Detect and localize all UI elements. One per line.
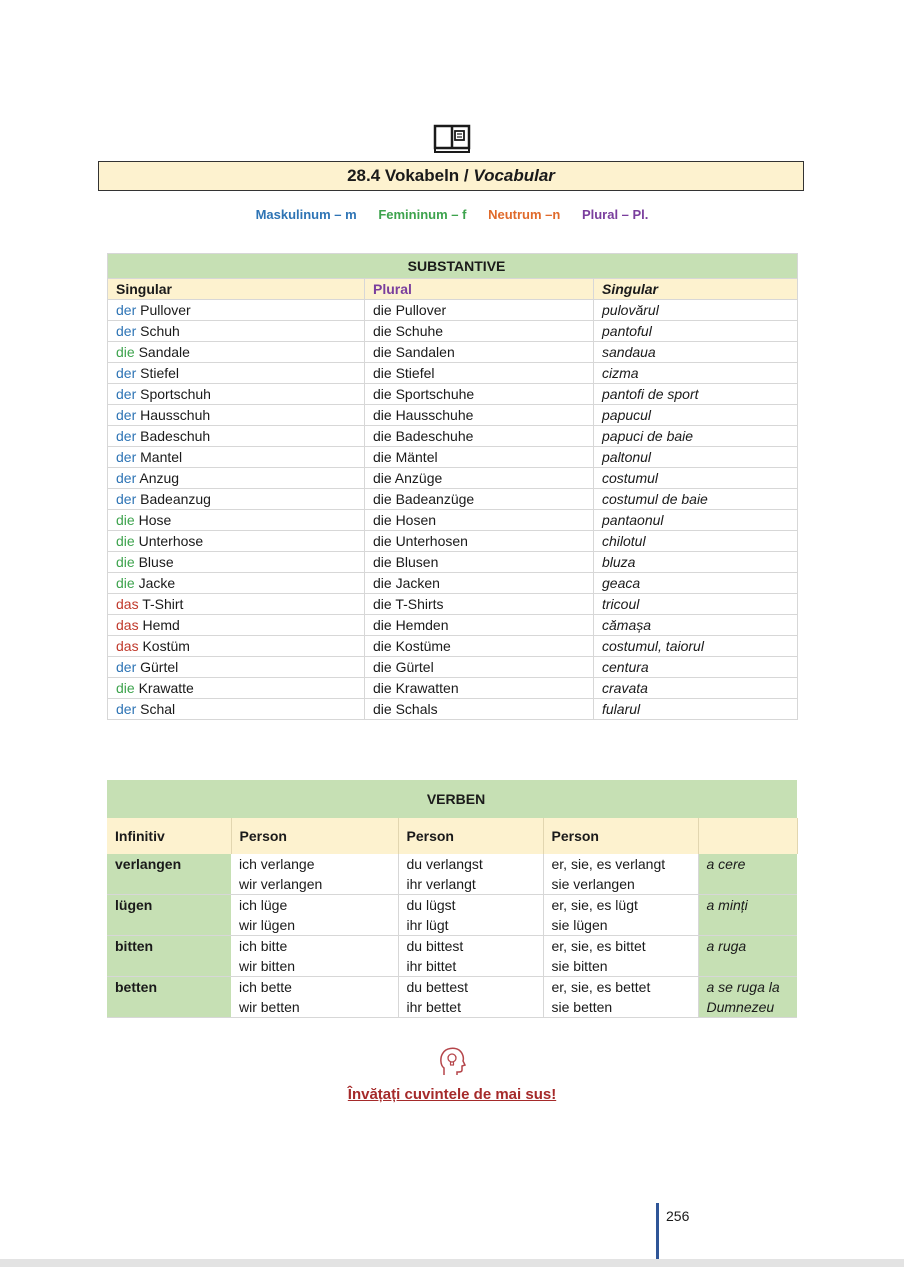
noun-word: Hose	[138, 512, 172, 528]
verb-person-1-line: wir bitten	[239, 958, 296, 974]
verb-infinitive-line: verlangen	[115, 856, 182, 872]
column-translation: Singular	[594, 279, 798, 300]
verb-infinitive-line: lügen	[115, 897, 153, 913]
noun-word: Bluse	[138, 554, 174, 570]
noun-article: die	[116, 344, 135, 360]
noun-translation: papuci de baie	[594, 426, 798, 447]
noun-translation: chilotul	[594, 531, 798, 552]
verb-person-1-line: ich bitte	[239, 938, 288, 954]
noun-word: Badeschuh	[140, 428, 211, 444]
verb-person-1-line: wir verlangen	[239, 876, 323, 892]
legend-feminine: Femininum – f	[378, 207, 467, 222]
noun-article: der	[116, 302, 137, 318]
noun-translation: cămașa	[594, 615, 798, 636]
noun-singular	[108, 678, 365, 699]
verb-person-2-line: du bettest	[406, 979, 468, 995]
noun-plural: die Schals	[365, 699, 594, 720]
noun-row	[108, 594, 798, 615]
noun-word: Stiefel	[140, 365, 180, 381]
verb-person-3-line: er, sie, es bittet	[551, 938, 646, 954]
verb-person-3-line: sie lügen	[551, 917, 608, 933]
noun-translation: pantofi de sport	[594, 384, 798, 405]
section-title	[98, 161, 804, 191]
title-main: 28.4 Vokabeln /	[347, 166, 474, 185]
verb-row	[107, 936, 797, 977]
noun-translation: costumul, taiorul	[594, 636, 798, 657]
verb-person-2-line: du lügst	[406, 897, 456, 913]
noun-article: der	[116, 407, 137, 423]
substantive-heading-row	[108, 254, 798, 279]
verb-infinitive	[107, 854, 231, 895]
substantive-table	[107, 253, 798, 720]
noun-row	[108, 300, 798, 321]
noun-singular	[108, 573, 365, 594]
verb-person-3-line: er, sie, es bettet	[551, 979, 651, 995]
noun-word: Sandale	[138, 344, 190, 360]
noun-translation: cizma	[594, 363, 798, 384]
noun-article: die	[116, 680, 135, 696]
noun-singular	[108, 342, 365, 363]
legend-masculine: Maskulinum – m	[255, 207, 357, 222]
noun-row	[108, 678, 798, 699]
column-person-1: Person	[231, 818, 398, 854]
noun-word: Gürtel	[140, 659, 179, 675]
noun-row	[108, 468, 798, 489]
noun-translation: centura	[594, 657, 798, 678]
footer-note: Învățați cuvintele de mai sus!	[347, 1086, 557, 1103]
noun-singular	[108, 552, 365, 573]
noun-plural: die Stiefel	[365, 363, 594, 384]
noun-article: der	[116, 323, 137, 339]
noun-article: der	[116, 365, 137, 381]
noun-translation: papucul	[594, 405, 798, 426]
verb-person-1-line: ich verlange	[239, 856, 315, 872]
verb-infinitive-line: betten	[115, 979, 157, 995]
noun-singular	[108, 699, 365, 720]
noun-singular	[108, 447, 365, 468]
noun-word: Hemd	[142, 617, 180, 633]
verb-infinitive	[107, 895, 231, 936]
noun-article: der	[116, 659, 137, 675]
noun-plural: die Schuhe	[365, 321, 594, 342]
noun-row	[108, 552, 798, 573]
verb-person-2	[398, 936, 543, 977]
verb-person-2-line: ihr bettet	[406, 999, 461, 1015]
noun-row	[108, 657, 798, 678]
noun-article: der	[116, 428, 137, 444]
verb-person-2	[398, 854, 543, 895]
verb-translation-line: a cere	[706, 856, 746, 872]
noun-singular	[108, 489, 365, 510]
noun-translation: geaca	[594, 573, 798, 594]
verb-person-2-line: ihr lügt	[406, 917, 449, 933]
gender-legend	[0, 207, 904, 222]
noun-row	[108, 510, 798, 531]
noun-word: Mantel	[140, 449, 183, 465]
verb-column-row	[107, 818, 797, 854]
verb-person-1-line: wir betten	[239, 999, 300, 1015]
noun-translation: bluza	[594, 552, 798, 573]
noun-translation: sandaua	[594, 342, 798, 363]
noun-word: T-Shirt	[142, 596, 184, 612]
verb-person-2-line: ihr bittet	[406, 958, 457, 974]
noun-word: Jacke	[138, 575, 176, 591]
noun-word: Anzug	[139, 470, 180, 486]
noun-row	[108, 699, 798, 720]
noun-row	[108, 531, 798, 552]
verb-person-2	[398, 895, 543, 936]
noun-translation: costumul de baie	[594, 489, 798, 510]
noun-translation: pulovărul	[594, 300, 798, 321]
verb-translation	[698, 936, 797, 977]
noun-word: Pullover	[140, 302, 191, 318]
verb-person-1-line: ich bette	[239, 979, 292, 995]
noun-row	[108, 447, 798, 468]
verb-person-1-line: wir lügen	[239, 917, 296, 933]
noun-singular	[108, 615, 365, 636]
noun-article: die	[116, 533, 135, 549]
legend-plural: Plural – Pl.	[581, 207, 649, 222]
verb-infinitive-line: bitten	[115, 938, 154, 954]
verb-person-3-line: sie bitten	[551, 958, 608, 974]
noun-article: die	[116, 512, 135, 528]
verb-person-1-line: ich lüge	[239, 897, 288, 913]
verb-translation-line: a ruga	[706, 938, 747, 954]
noun-plural: die Badeanzüge	[365, 489, 594, 510]
verb-infinitive	[107, 977, 231, 1018]
noun-article: das	[116, 638, 139, 654]
noun-article: das	[116, 617, 139, 633]
noun-translation: pantoful	[594, 321, 798, 342]
verb-translation	[698, 854, 797, 895]
verb-heading-row	[107, 780, 797, 818]
noun-singular	[108, 321, 365, 342]
noun-word: Krawatte	[138, 680, 194, 696]
noun-plural: die Gürtel	[365, 657, 594, 678]
noun-plural: die Sandalen	[365, 342, 594, 363]
verb-row	[107, 977, 797, 1018]
verb-person-2-line: ihr verlangt	[406, 876, 476, 892]
title-italic: Vocabular	[473, 166, 555, 185]
column-person-2: Person	[398, 818, 543, 854]
noun-article: die	[116, 554, 135, 570]
lightbulb-head-icon	[438, 1045, 466, 1077]
noun-row	[108, 405, 798, 426]
noun-plural: die Mäntel	[365, 447, 594, 468]
noun-plural: die Sportschuhe	[365, 384, 594, 405]
noun-word: Sportschuh	[140, 386, 211, 402]
verb-person-1	[231, 936, 398, 977]
noun-plural: die Anzüge	[365, 468, 594, 489]
noun-singular	[108, 405, 365, 426]
verb-person-3-line: sie verlangen	[551, 876, 635, 892]
noun-row	[108, 489, 798, 510]
noun-row	[108, 636, 798, 657]
noun-singular	[108, 384, 365, 405]
noun-word: Unterhose	[138, 533, 204, 549]
verb-row	[107, 854, 797, 895]
noun-word: Schuh	[140, 323, 180, 339]
noun-row	[108, 363, 798, 384]
book-icon	[433, 124, 471, 154]
verb-translation-line: a se ruga la Dumnezeu	[706, 979, 780, 1015]
verb-person-3-line: sie betten	[551, 999, 613, 1015]
noun-singular	[108, 657, 365, 678]
noun-word: Badeanzug	[140, 491, 211, 507]
noun-plural: die Pullover	[365, 300, 594, 321]
noun-article: das	[116, 596, 139, 612]
verb-translation	[698, 895, 797, 936]
noun-plural: die Hemden	[365, 615, 594, 636]
column-person-3: Person	[543, 818, 698, 854]
noun-plural: die Hosen	[365, 510, 594, 531]
verb-heading: VERBEN	[107, 780, 797, 818]
column-plural: Plural	[365, 279, 594, 300]
noun-singular	[108, 363, 365, 384]
verb-person-3	[543, 895, 698, 936]
noun-singular	[108, 426, 365, 447]
noun-singular	[108, 531, 365, 552]
column-infinitive: Infinitiv	[107, 818, 231, 854]
noun-row	[108, 342, 798, 363]
noun-article: der	[116, 491, 137, 507]
noun-plural: die Unterhosen	[365, 531, 594, 552]
noun-translation: fularul	[594, 699, 798, 720]
noun-singular	[108, 468, 365, 489]
verb-person-2-line: du bittest	[406, 938, 464, 954]
verb-person-2-line: du verlangst	[406, 856, 483, 872]
noun-article: die	[116, 575, 135, 591]
verb-person-1	[231, 895, 398, 936]
noun-plural: die Jacken	[365, 573, 594, 594]
legend-neuter: Neutrum –n	[488, 207, 561, 222]
column-translation	[698, 818, 797, 854]
noun-translation: costumul	[594, 468, 798, 489]
verb-infinitive	[107, 936, 231, 977]
substantive-heading: SUBSTANTIVE	[108, 254, 798, 279]
noun-translation: paltonul	[594, 447, 798, 468]
noun-row	[108, 384, 798, 405]
verb-person-3-line: er, sie, es lügt	[551, 897, 638, 913]
verb-person-3	[543, 977, 698, 1018]
noun-article: der	[116, 449, 137, 465]
verb-person-1	[231, 854, 398, 895]
noun-plural: die Badeschuhe	[365, 426, 594, 447]
noun-article: der	[116, 701, 137, 717]
verb-person-2	[398, 977, 543, 1018]
verb-row	[107, 895, 797, 936]
noun-translation: cravata	[594, 678, 798, 699]
noun-article: der	[116, 470, 137, 486]
noun-plural: die Hausschuhe	[365, 405, 594, 426]
noun-row	[108, 615, 798, 636]
noun-row	[108, 321, 798, 342]
verb-person-3	[543, 936, 698, 977]
noun-word: Kostüm	[142, 638, 190, 654]
column-singular: Singular	[108, 279, 365, 300]
bottom-bar	[0, 1259, 904, 1267]
noun-word: Hausschuh	[140, 407, 211, 423]
noun-singular	[108, 300, 365, 321]
noun-singular	[108, 636, 365, 657]
noun-word: Schal	[140, 701, 176, 717]
page-number-divider	[656, 1203, 659, 1259]
verb-translation-line: a minți	[706, 897, 748, 913]
noun-article: der	[116, 386, 137, 402]
verb-person-3	[543, 854, 698, 895]
verb-person-1	[231, 977, 398, 1018]
noun-row	[108, 426, 798, 447]
noun-plural: die Kostüme	[365, 636, 594, 657]
verb-person-3-line: er, sie, es verlangt	[551, 856, 666, 872]
verb-translation	[698, 977, 797, 1018]
noun-plural: die T-Shirts	[365, 594, 594, 615]
noun-row	[108, 573, 798, 594]
page-number: 256	[666, 1208, 690, 1224]
noun-translation: pantaonul	[594, 510, 798, 531]
noun-singular	[108, 594, 365, 615]
noun-plural: die Krawatten	[365, 678, 594, 699]
noun-plural: die Blusen	[365, 552, 594, 573]
noun-translation: tricoul	[594, 594, 798, 615]
substantive-column-row	[108, 279, 798, 300]
verb-table	[107, 780, 798, 1018]
noun-singular	[108, 510, 365, 531]
